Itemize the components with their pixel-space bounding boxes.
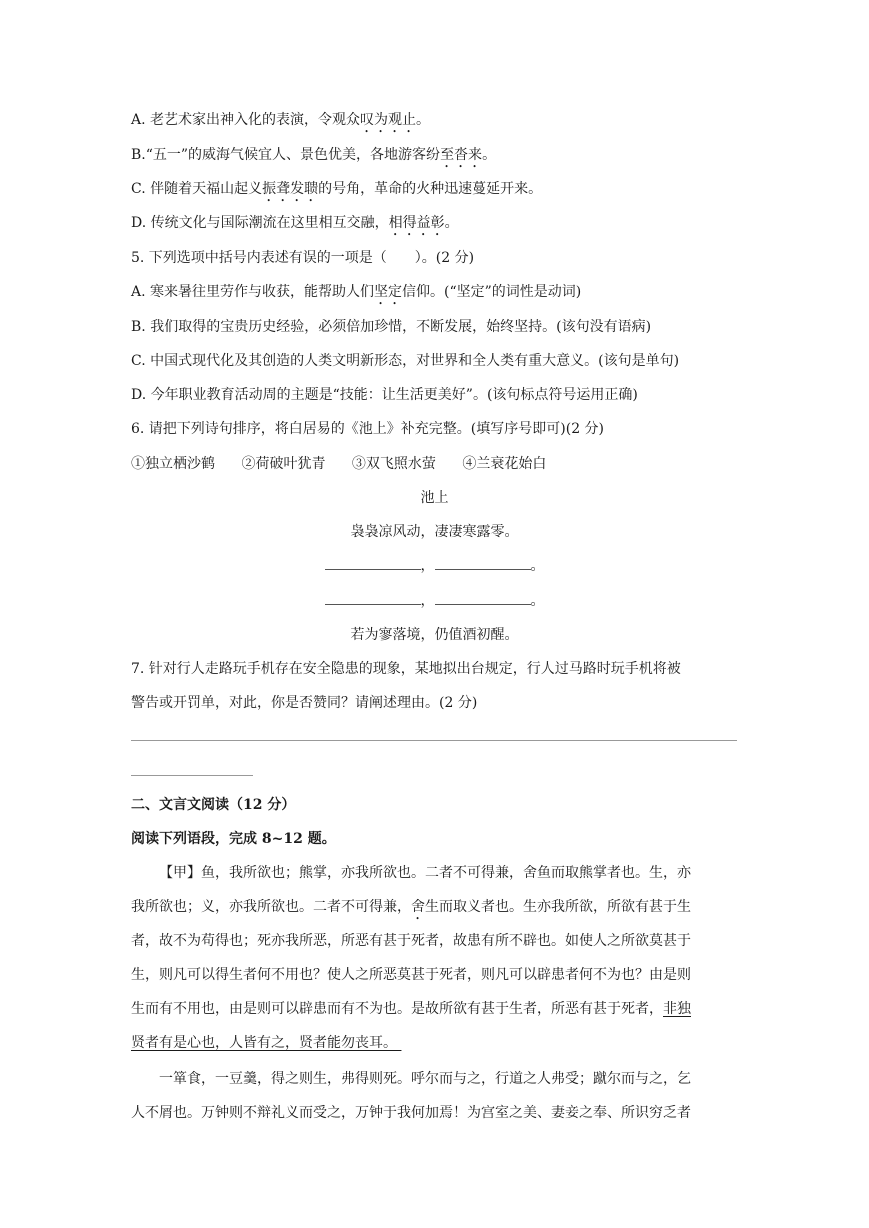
answer-blank[interactable] [325,557,421,570]
q4-option-b [131,145,496,171]
passage-text: 生而取义者也。生亦我所欲，所欲有甚于生 [425,899,691,915]
q4-option-c-end: 的号角，革命的火种迅速蔓延开来。 [318,181,543,197]
q6-option-3: ③双飞照水萤 [351,456,436,472]
poem-line-1: 袅袅凉风动，凄凄寒露零。 [350,524,519,540]
section-heading: 二、文言文阅读（12 分） [131,797,296,813]
passage-text: 生而有不用也，由是则可以辟患而有不为也。是故所欲有甚于生者，所恶有甚于死者， [131,1001,663,1017]
q6-option-4: ④兰衰花始白 [462,456,547,472]
q5-option-a-end: 信仰。(“坚定”的词性是动词) [402,284,582,300]
q4-option-d [131,213,459,239]
q4-option-c-marked: 振聋发聩 [262,181,319,197]
q4-option-d-marked: 相得益彰 [388,215,445,231]
q7-line-2: 警告或开罚单，对此，你是否赞同？请阐述理由。(2 分) [131,695,478,711]
q5-option-d: D. 今年职业教育活动周的主题是“技能：让生活更美好”。(该句标点符号运用正确) [131,387,638,403]
passage-p1-line-2 [131,897,691,923]
passage-p1-line-6 [131,1033,401,1053]
q4-option-d-end: 。 [444,215,459,231]
q5-option-a-marked: 坚定 [374,284,403,300]
q4-option-c [131,179,542,205]
passage-p2-line-2: 人不屑也。万钟则不辩礼义而受之，万钟于我何加焉！为宫室之美、妻妾之奉、所识穷乏者 [131,1105,691,1121]
q4-option-a-end: 。 [416,112,431,128]
q4-option-c-text: C. 伴随着天福山起义 [131,181,263,197]
poem-blank-line-2 [0,591,869,611]
q4-option-d-text: D. 传统文化与国际潮流在这里相互交融， [131,215,389,231]
q6-option-2: ②荷破叶犹青 [241,456,326,472]
passage-p1-line-5 [131,999,691,1019]
q4-option-b-end: 。 [482,147,497,163]
passage-text: 我所欲也；义，亦我所欲也。二者不可得兼， [131,899,411,915]
answer-blank[interactable] [435,557,531,570]
q4-option-b-text: B.“五一”的威海气候宜人、景色优美，各地游客纷 [131,147,441,163]
q4-option-a-text: A. 老艺术家出神入化的表演，令观众 [131,112,361,128]
q5-option-a-text: A. 寒来暑往里劳作与收获，能帮助人们 [131,284,375,300]
reading-instruction: 阅读下列语段，完成 8~12 题。 [131,831,336,847]
q6-option-1: ①独立栖沙鹤 [131,456,215,472]
q5-stem: 5. 下列选项中括号内表述有误的一项是（ ）。(2 分) [131,250,475,266]
q5-option-c: C. 中国式现代化及其创造的人类文明新形态，对世界和全人类有重大意义。(该句是单句) [131,353,680,369]
underline-tail [397,1035,401,1051]
q6-stem: 6. 请把下列诗句排序，将白居易的《池上》补充完整。(填写序号即可)(2 分) [131,421,605,437]
blank-separator: ， [420,593,435,609]
poem-title: 池上 [420,490,449,506]
q6-options [131,454,568,474]
blank-end: 。 [530,593,545,609]
answer-blank[interactable] [325,592,421,605]
q5-option-b: B. 我们取得的宝贵历史经验，必须倍加珍惜，不断发展，始终坚持。(该句没有语病) [131,319,652,335]
q4-option-a-marked: 叹为观止 [360,112,417,128]
passage-p2-line-1: 一箪食，一豆羹，得之则生，弗得则死。呼尔而与之，行道之人弗受；蹴尔而与之，乞 [159,1071,691,1087]
passage-p1-line-1: 【甲】鱼，我所欲也；熊掌，亦我所欲也。二者不可得兼，舍鱼而取熊掌者也。生，亦 [159,865,691,881]
passage-underlined: 非独 [663,1001,691,1017]
q4-option-b-marked: 至沓来 [440,147,483,163]
passage-underlined: 贤者有是心也，人皆有之，贤者能勿丧耳。 [131,1035,397,1051]
poem-blank-line-1 [0,556,869,576]
answer-rule-2[interactable] [131,775,253,776]
blank-end: 。 [530,558,545,574]
blank-separator: ， [420,558,435,574]
passage-p1-line-4: 生，则凡可以得生者何不用也？使人之所恶莫甚于死者，则凡可以辟患者何不为也？由是则 [131,967,691,983]
poem-line-4: 若为寥落境，仍值酒初醒。 [350,627,519,643]
answer-rule-1[interactable] [131,740,737,741]
q5-option-a [131,282,581,308]
answer-blank[interactable] [435,592,531,605]
q4-option-a [131,110,430,136]
q7-line-1: 7. 针对行人走路玩手机存在安全隐患的现象，某地拟出台规定，行人过马路时玩手机将被 [131,661,681,677]
passage-p1-line-3: 者，故不为苟得也；死亦我所恶，所恶有甚于死者，故患有所不辟也。如使人之所欲莫甚于 [131,933,691,949]
passage-marked-char: 舍 [411,899,425,915]
